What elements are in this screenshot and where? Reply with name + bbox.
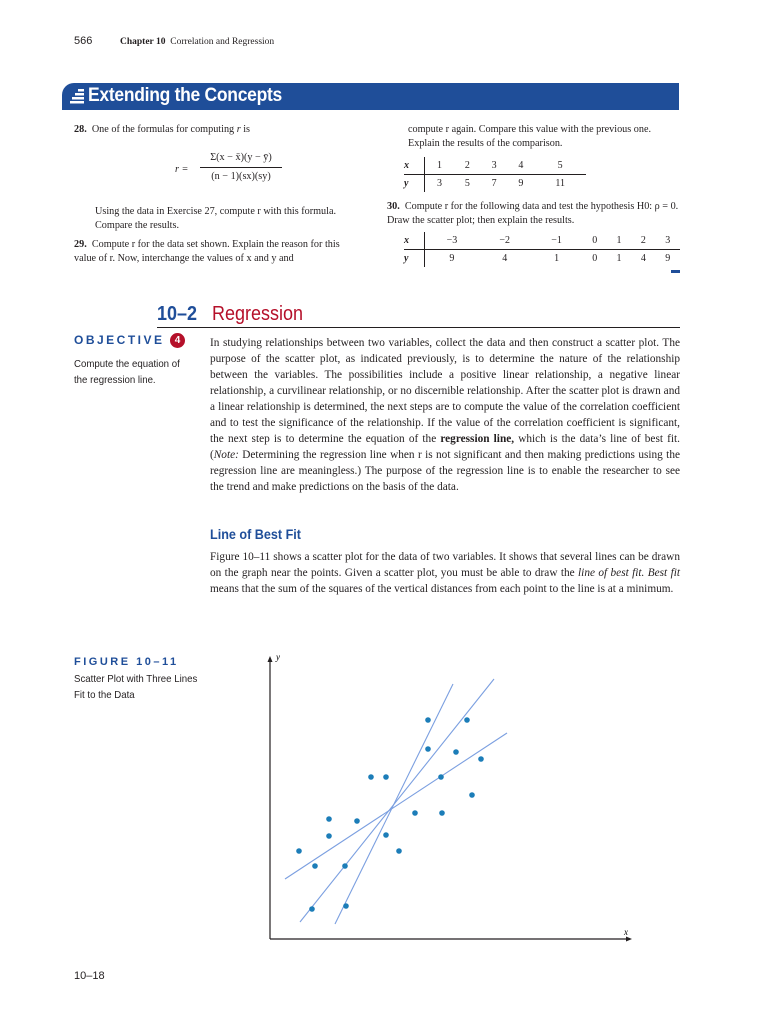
scatter-point [453,749,459,755]
scatter-point [383,832,389,838]
table-cell: 11 [555,178,565,189]
table-cell: 9 [449,253,455,264]
formula-lhs: r = [175,164,189,175]
formula-numerator: Σ(x − x̄)(y − ȳ) [210,152,272,163]
scatter-point [343,903,349,909]
section-title: Regression [212,303,304,325]
table-cell: 4 [640,253,646,264]
fit-line [300,679,494,922]
subsection-title: Line of Best Fit [210,526,302,542]
scatter-point [464,717,470,723]
row-label: x [404,157,425,175]
table-cell: −3 [425,232,479,250]
paragraph-intro: In studying relationships between two variables, collect the data and then construct a scatter plot. The purpose of the scatter plot, as indicated previously, is to determine the nature of the relationship between the variables. The possibilities include a positive linear relationship, a negative linear relationship, a curvilinear relationship, or no discernible relationship. After the scatter plot is drawn and a linear relationship is determined, the next steps are to compute the value of the correlation coefficient and to test the significance of the relationship. If the value of the correlation coefficient is significant, the next step is to determine the equation of the regression line, which is the data’s line of best fit. (Note: Determining the regression line when r is not significant and then making predictions using the regression line are meaningless.) The purpose of the regression line is to enable the researcher to see the trend and make predictions on the basis of the data. [210,337,680,493]
fit-line [285,733,507,879]
exercise-29-text: 29. Compute r for the data set shown. Explain the reason for this value of r. Now, interchange the values of x and y and [74,239,340,264]
table-cell: 5 [464,178,470,189]
scatter-point [383,774,389,780]
section-rule [157,327,680,328]
objective-label: OBJECTIVE [74,333,165,347]
chapter-label: Chapter 10 [120,37,166,47]
objective-number-badge: 4 [170,333,185,348]
table-cell: 1 [607,232,631,250]
section-number: 10–2 [157,303,198,325]
table-cell: 5 [534,157,586,175]
scatter-point [478,756,484,762]
formula-denominator: (n − 1)(sx)(sy) [211,171,271,182]
exercise-29-continued: compute r again. Compare this value with the previous one. Explain the results of the comparison. [408,124,652,149]
table-row [404,175,586,193]
table-cell: 9 [518,178,524,189]
chapter-title: Correlation and Regression [170,37,275,47]
table-cell: 0 [583,232,607,250]
table-row [404,232,680,250]
table-cell: 0 [592,253,598,264]
figure-caption: Scatter Plot with Three Lines Fit to the Data [74,673,198,701]
table-row [404,157,586,175]
fraction-bar [200,167,282,168]
exercise-30-text: 30. Compute r for the following data and test the hypothesis H0: ρ = 0. Draw the scatter plot; then explain the results. [387,201,679,226]
scatter-point [309,906,315,912]
running-header [120,37,274,47]
scatter-point [469,792,475,798]
table-cell: 4 [508,157,535,175]
exercise-28-text: Using the data in Exercise 27, compute r with this formula. Compare the results. [95,206,337,231]
table-row [404,250,680,268]
scatter-point [354,818,360,824]
table-cell: 7 [491,178,497,189]
page-number: 566 [74,35,93,47]
exercise-30-number: 30. [387,201,400,212]
scatter-point [368,774,374,780]
data-points [296,717,484,912]
scatter-plot [262,655,632,950]
scatter-point [412,810,418,816]
x-axis-arrow [626,937,632,942]
row-label: y [404,250,425,268]
scatter-point [439,810,445,816]
banner-title: Extending the Concepts [88,85,283,106]
table-cell: 1 [616,253,622,264]
table-cell: 2 [454,157,481,175]
paragraph-best-fit: Figure 10–11 shows a scatter plot for the data of two variables. It shows that several lines can be drawn on the graph near the points. Given a scatter plot, you must be able to draw the line of best fit. Best fit means that the sum of the squares of the vertical distances from each point to the line is at a minimum. [210,551,680,595]
scatter-point [425,746,431,752]
exercise-29-table [404,157,586,192]
exercise-28-number: 28. [74,124,87,135]
table-cell: 1 [554,253,560,264]
exercise-29-number: 29. [74,239,87,250]
scatter-point [396,848,402,854]
scatter-point [438,774,444,780]
y-axis-label: y [276,655,280,662]
table-cell: 3 [436,178,442,189]
table-cell: 3 [656,232,680,250]
table-cell: 9 [665,253,671,264]
table-cell: 3 [481,157,508,175]
footer-page-code: 10–18 [74,970,105,982]
row-label: x [404,232,425,250]
table-cell: 1 [425,157,454,175]
table-cell: −2 [479,232,531,250]
table-cell: 4 [502,253,508,264]
scatter-point [326,833,332,839]
scatter-point [425,717,431,723]
scatter-point [312,863,318,869]
table-cell: 2 [631,232,655,250]
bars-icon [70,89,84,104]
figure-label: FIGURE 10–11 [74,656,179,668]
scatter-point [342,863,348,869]
x-axis-label: x [624,927,628,937]
end-marker [671,270,680,273]
fit-line [335,684,453,924]
exercise-30-table [404,232,680,267]
scatter-point [326,816,332,822]
table-cell: −1 [531,232,583,250]
row-label: y [404,175,425,193]
fit-lines [285,679,507,924]
objective-text: Compute the equation of the regression line. [74,358,180,386]
scatter-point [296,848,302,854]
exercise-28-intro: 28. One of the formulas for computing r is [74,124,250,135]
y-axis-arrow [268,656,273,662]
key-term: regression line, [440,433,515,445]
